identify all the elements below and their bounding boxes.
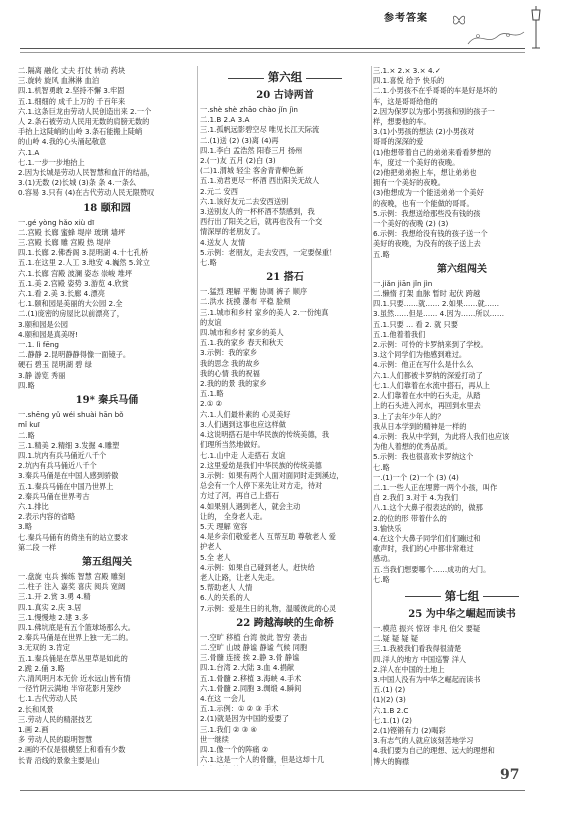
answer-line: 2.坑内有兵马俑近八千个 (18, 461, 97, 471)
answer-line: 三.1.城市和乡村 家乡的美人 2.一份纯真 (200, 307, 329, 317)
answer-line: 一径竹阴云满地 半帘花影月笼纱 (18, 684, 121, 694)
answer-line: 感动。 (373, 554, 395, 564)
header-rule-thin (20, 52, 525, 53)
answer-line: (2)他把弟弟抱上车，想让弟弟也 (373, 168, 477, 178)
answer-line: 硬石 碧玉 昆明湖 碧 绿 (18, 360, 92, 370)
answer-line: 一.空旷 移植 台湾 彼此 智穷 袭击 (200, 632, 308, 642)
answer-line: 二.1.小男孩不在乎哥哥的车是好是坏的 (373, 86, 498, 96)
answer-line: 五.1.只要 … 看 2. 就 只要 (373, 319, 458, 329)
butterfly-icon (452, 14, 466, 26)
answer-line: 五.1.我的家乡 春天和秋天 (200, 338, 284, 348)
answer-column-2 (200, 66, 370, 766)
answer-line: 样，想要他的车。 (373, 117, 431, 127)
answer-line: 四.1.真实 2.庆 3.居 (18, 602, 82, 612)
answer-line: 5.天 理解 宽容 (200, 521, 248, 531)
answer-line: 六.1.看 2.美 3.长廊 4.漂亮 (18, 289, 105, 299)
answer-line: 四.1.坑内有兵马俑近八千个 (18, 450, 107, 460)
answer-line: 五.1.细细的 成千上万的 千百年来 (18, 96, 126, 106)
answer-line: 七.1.山中走 人走搭石 友谊 (200, 450, 286, 460)
answer-line: 1.画 2.画 (18, 724, 49, 734)
answer-line: 4.这说明搭石是中华民族的传统美德，我 (200, 430, 330, 440)
answer-line: 七.秦兵马俑有的倚坐有的站立要求 (18, 532, 129, 542)
answer-line: 7.示例：爱是生日的礼物，温暖彼此的心灵 (200, 603, 337, 613)
vine-ornament-icon (466, 26, 526, 48)
answer-line: 3.示例：我的家乡 (200, 348, 258, 358)
answer-line: 三.1.孤帆远影碧空尽 唯见长江天际流 (200, 125, 320, 135)
answer-line: 第二段 一样 (18, 542, 57, 552)
answer-line: 长青 沿线的景象主要是山 (18, 755, 100, 765)
answer-line: 3.示例：如果有两个人面对面同时走到溪边， (200, 470, 344, 480)
answer-line: 多 劳动人民的聪明智慧 (18, 735, 93, 745)
street-lamp-icon (528, 4, 544, 50)
answer-line: 四.1.喜悦 给予 快乐的 (373, 76, 445, 86)
answer-line: 2.元二 安西 (200, 186, 238, 196)
answer-line: 三.旋转 旋风 血淋淋 血泊 (18, 76, 100, 86)
answer-line: 2.(1)铿锵有力 (2)喝彩 (373, 725, 446, 735)
answer-line: 情深厚的老朋友了。 (200, 227, 265, 237)
answer-line: 西行出了阳关之后，就再也没有一个交 (200, 217, 323, 227)
answer-line: 一.jiǎn jiān jǐn jìn (373, 278, 433, 288)
answer-line: 二.(1)送 (2) (3)离 (4)再 (200, 135, 279, 145)
answer-line: 4.是乡亲们敬爱老人 互帮互助 尊敬老人 爱 (200, 532, 336, 542)
answer-line: (3)他想成为一个能送弟弟一个美好 (373, 188, 484, 198)
answer-line: 2.因为保罗以为那小男孩和别的孩子一 (373, 106, 495, 116)
answer-line: 六.1.长廊 宫殿 波澜 姿态 崇峻 堆坪 (18, 268, 133, 278)
answers-22 (200, 633, 370, 766)
answer-line: 六.1.A (18, 147, 40, 157)
page-number: 97 (500, 767, 520, 783)
answer-line: 2.跪 2.俑 3.略 (18, 663, 65, 673)
answer-line: 2.的位的形 带着什么的 (373, 513, 447, 523)
answer-line: 3.这个同学们为他感到难过。 (373, 350, 467, 360)
answer-line: 五.1.劝君更尽一杯酒 西出阳关无故人 (200, 176, 320, 186)
answer-line: 二.(1)庞密的房屋比以前漂亮了， (18, 309, 124, 319)
answer-line: 五.1.骨髓 2.移植 3.海峡 4.手术 (200, 673, 302, 683)
answer-line: 的山岭 4.我的心头涌起敬意 (18, 137, 107, 147)
answer-line: 五.略 (373, 249, 390, 259)
answer-line: 3.愉快乐 (373, 523, 402, 533)
answer-line: 护老人 (200, 542, 222, 552)
answer-line: 七.1.人们靠着在水流中搭石，再从上 (373, 380, 490, 390)
answer-column-1 (18, 66, 196, 766)
answer-line: 四.1.只要……就…… 2.如果……就…… (373, 299, 500, 309)
answer-line: 四.1.佛坑底是有五个篮球场那么大。 (18, 622, 135, 632)
answer-line: 二.洪水 抚摸 瀑布 平稳 脸颊 (200, 297, 291, 307)
answer-line: (1)他想带着自己的弟弟来看看梦想的 (373, 147, 491, 157)
answers-21 (200, 287, 370, 614)
group-6-title (200, 68, 370, 86)
group-6-review-title: 第六组闯关 (437, 263, 487, 275)
answer-line: 七.1.一步一步地抬上 (18, 157, 85, 167)
column-divider-2 (371, 66, 372, 766)
answer-line: 五.1.在这里 2.人工 3.地安 4.巍然 5.耸立 (18, 258, 150, 268)
answer-line: 一.猛烈 理解 平衡 协调 裤子 顺序 (200, 287, 308, 297)
answer-line: 们理所当然地做好。 (200, 440, 265, 450)
answer-line: 6.人的关系的人 (200, 593, 250, 603)
answer-line: 人 2.条石被劳动人民用无数的肩膀无数的 (18, 117, 150, 127)
answer-line: 3.有志气的人就应该刻苦地学习 (373, 736, 474, 746)
answer-line: 2.长和风景 (18, 704, 54, 714)
answers-18 (18, 218, 196, 391)
answer-line: 四.1.台湾 2.大陆 3.血 4.捐献 (200, 663, 295, 673)
answers-group-5-review (18, 572, 196, 766)
answer-line: 五.1.他着着我们 (373, 329, 426, 339)
answer-line: 4.在这 一会儿 (200, 693, 246, 703)
answer-line: 五.1.秦兵马俑在中国乃世界上 (18, 481, 114, 491)
answer-line: 3.中国人没有为中华之崛起而读书 (373, 674, 481, 684)
answer-line: 七.1.颐和园是美丽的大公园 2.全 (18, 299, 123, 309)
answer-line: 二.空旷 山坡 静谧 静谧 气候 同胞 (200, 642, 308, 652)
answer-line: 2.示例：可怜的卡罗纳来到了学校。 (373, 340, 488, 350)
answer-line: 博大的胸襟 (373, 756, 409, 766)
answers-pre-18 (18, 66, 196, 199)
answer-line: 2.秦兵马俑在世界考古 (18, 491, 90, 501)
answer-line: 4.颐和园是真美呀! (18, 329, 79, 339)
answer-line: (1)(2) (3) (373, 695, 406, 705)
answer-line: 四.1.李白 孟浩然 阳春三月 扬州 (200, 145, 303, 155)
answer-line: 4.如果别人遇到老人，就会主动 (200, 501, 301, 511)
answer-line: 3.略 (18, 522, 33, 532)
answer-line: (二)1.渭城 轻尘 客舍青青柳色新 (200, 166, 304, 176)
answers-19 (18, 410, 196, 553)
header-rule (20, 48, 525, 49)
answer-line: 0.容易 3.只有 (4)在古代劳动人民无限赞叹 (18, 188, 155, 198)
answer-line: 3.虽然……但是…… 4.因为……所以…… (373, 309, 505, 319)
section-title-22: 22 跨越海峡的生命桥 (236, 617, 334, 629)
answer-line: 一个美好的夜晚 (2) (3) (373, 219, 449, 229)
answer-line: 二.宫殿 长廊 蜜蜂 堤岸 玻璃 墙坪 (18, 227, 126, 237)
answer-line: 五.1.美 2.宫殿 姿势 3.游览 4.欣赏 (18, 278, 129, 288)
answer-line: 我从日本学到的精神是一样的 (373, 421, 467, 431)
answer-line: 一.shēng yǔ wéi shuài hān bǒ (18, 410, 124, 420)
answer-line: 八.1.这个大鼻子很表达的的，做那 (373, 503, 483, 513)
answer-line: 5.示例：老朋友，走去安西，一定要保重！ (200, 247, 337, 257)
answer-line: 二.柱子 注入 嘉奖 喜庆 阅兵 宽阔 (18, 582, 126, 592)
answer-line: 2.我的的景 我的家乡 (200, 379, 267, 389)
answer-line: 3.人们遇到这事也应这样做 (200, 419, 286, 429)
answer-line: 三.劳动人民的精湛技艺 (18, 714, 93, 724)
answers-20 (200, 105, 370, 268)
answer-line: 2.秦兵马俑是在世界上独一无二的。 (18, 633, 133, 643)
answer-line: 自 2.我们 3.对于 4.为我们 (373, 493, 458, 503)
answer-line: 一.盘旋 屯兵 操练 智慧 宫殿 雕刻 (18, 571, 126, 581)
answer-line: 的夜晚，也有一个能做的哥哥。 (373, 198, 474, 208)
answer-line: 六.1.这是一个人的骨髓，但是这却十几 (200, 755, 325, 765)
answer-line: 三.宫殿 长廊 雕 宫殿 热 堤岸 (18, 238, 111, 248)
answer-line: 5.全 老人 (200, 552, 231, 562)
answer-line: 世一继续 (200, 734, 229, 744)
group-6-title-text: 第六组 (267, 70, 303, 84)
answer-line: 让的， 全身老人走。 (200, 511, 267, 521)
answer-line: 车，这是哥哥给他的 (373, 96, 438, 106)
answer-line: 为他人着想的优秀品质。 (373, 442, 453, 452)
group-7-title-text: 第七组 (444, 588, 480, 603)
answer-line: 六.1.骨髓 2.同胞 3.绸缎 4.瞬间 (200, 683, 302, 693)
header-title: 参考答案 (384, 13, 428, 24)
answer-line: 2.这里爱幼是我们中华民族的传统美德 (200, 460, 322, 470)
answer-line: 三.1.我被我们看我得很清楚 (373, 644, 462, 654)
answer-line: 三.1.精美 2.精细 3.发掘 4.雕塑 (18, 440, 120, 450)
answer-line: 七.1.(1) (2) (373, 715, 412, 725)
answer-line: 老人让路，让老人先走。 (200, 572, 280, 582)
answer-line: 二.1.一些人正在埋葬一两个小孩，叫作 (373, 482, 498, 492)
answer-line: 3.(1)无数 (2)长城 (3)条 条 4.一条么 (18, 178, 137, 188)
answer-line: 三.1.我们 ② ③ ④ (200, 724, 257, 734)
answer-line: 四.1.像一个的阵痛 ② (200, 744, 269, 754)
answer-line: 三.1.开 2.赏 3.勇 4.精 (18, 592, 91, 602)
answer-line: 2.(一)友 五月 (2)白 (3) (200, 156, 276, 166)
answer-line: 二.1.B 2.A 3.A (200, 115, 250, 125)
answer-line: 2.(1)就是因为中国的爱要了 (200, 714, 289, 724)
answer-line: 3.(1)小男孩的想法 (2)小男孩对 (373, 127, 475, 137)
answer-line: 二.隔离 融化 丈夫 打仗 转动 药块 (18, 66, 126, 75)
answer-line: 5.示例：我也很喜欢卡罗纳这个 (373, 452, 474, 462)
answer-line: 5.示例：我想送给那些没有钱的孩 (373, 208, 481, 218)
answer-line: 七.1.古代劳动人民 (18, 694, 78, 704)
answers-pre-group-6-review (373, 66, 551, 260)
answer-line: 3.秦兵马俑是在中国人感到骄傲 (18, 471, 119, 481)
answer-line: 六.1.该好友元二去安西送别 (200, 196, 289, 206)
answers-group-6-review (373, 279, 551, 585)
answer-line: 总会有一个人停下来先让对方走，待对 (200, 481, 323, 491)
answer-line: 五.(1) (2) (373, 685, 406, 695)
answer-line: 2.画的不仅是很横竖上和看有少数 (18, 745, 126, 755)
section-title-20: 20 古诗两首 (256, 90, 314, 101)
group-7-title (373, 587, 551, 605)
answer-line: 3.上了去年少年人的？ (373, 411, 445, 421)
answer-line: 六.1.人们最朴素的 心灵美好 (200, 409, 291, 419)
group-5-review-title: 第五组闯关 (82, 556, 132, 568)
answer-line: 五.1.略 (200, 389, 224, 399)
answer-line: 二.静静 2.昆明静静得像一面镜子。 (18, 350, 131, 360)
answer-line: 一.shè shè zhāo chào jǐn jìn (200, 105, 298, 114)
answer-line: 四.1.长廊 2.佛香阁 3.昆明湖 4.十七孔桥 (18, 248, 149, 258)
answer-line: 五.当我们想要哪个……成功的大门。 (373, 564, 491, 574)
answer-line: 上的石头进入河水，再回到水里去 (373, 401, 481, 411)
answer-line: 方过了河，再自己上搭石 (200, 491, 280, 501)
answer-line: 4.示例：他正在写什么是什么么 (373, 360, 474, 370)
answer-line: 我的心情 我的祝福 (200, 368, 260, 378)
answer-line: 二.疑 疑 疑 疑 (373, 634, 419, 644)
answer-line: 二.略 (18, 430, 35, 440)
answer-line: 2.洋人在中国的土地上 (373, 664, 445, 674)
answer-line: 三.1.慢慢地 2.建 3.多 (18, 612, 89, 622)
answer-line: mǐ kuī (18, 420, 40, 430)
section-title-19: 19* 秦兵马俑 (75, 395, 139, 407)
answer-line: 歌声时，我们的心中都非常难过 (373, 544, 474, 554)
answer-line: 拥有一个美好的夜晚。 (373, 178, 445, 188)
answer-line: 五.1.示例：① ② ③ 手术 (200, 704, 279, 714)
answer-line: 七.略 (373, 574, 390, 584)
answer-line (200, 765, 370, 766)
answers-25 (373, 624, 551, 766)
answer-line: 六.1.B 2.C (373, 705, 409, 715)
column-divider-1 (197, 66, 198, 766)
answer-line: 六.清风明月本无价 近水远山皆有情 (18, 673, 131, 683)
answer-line: 四.城市和乡村 家乡的美人 (200, 328, 284, 338)
answer-line: 四.略 (18, 380, 35, 390)
answer-column-3 (373, 66, 551, 766)
answer-line: 六.1.这条巨龙由劳动人民创造出来 2.一个 (18, 106, 152, 116)
answer-line: 5.帮助老人 人情 (200, 583, 253, 593)
answer-line: 七.略 (200, 258, 217, 268)
answer-line: 一.gé yòng hǎo xiù dī (18, 217, 95, 227)
answer-line: 一.1. lì fēng (18, 340, 59, 350)
answer-line: 4.我们要为自己的理想、远大的理想和 (373, 746, 495, 756)
answer-line: 车，度过一个美好的夜晚。 (373, 157, 460, 167)
section-title-25: 25 为中华之崛起而读书 (408, 608, 516, 620)
answer-line: 五.1.秦兵俑是在草丛里草是如此的 (18, 653, 128, 663)
section-title-18: 18 颐和园 (83, 202, 131, 214)
answer-line: 四.洋人的地方 中国巡警 洋人 (373, 654, 467, 664)
answer-line: 2.因为长城是劳动人民智慧和血汗的结晶， (18, 168, 155, 178)
answer-line: 6.示例：我想给没有钱的孩子送一个 (373, 229, 488, 239)
answer-line: 3.无双的 3.肯定 (18, 643, 70, 653)
answer-line: 我的思念 我的故乡 (200, 358, 260, 368)
answer-line: 4.在这个大鼻子同学们们们蹦过和 (373, 533, 481, 543)
answer-line: 4.送友人 友情 (200, 237, 246, 247)
answer-line: 一.模范 振兴 惊讶 非凡 伯父 要疑 (373, 623, 481, 633)
answer-line: 2.表示内容的省略 (18, 512, 76, 522)
answer-line: 3.静 游览 秀丽 (18, 370, 66, 380)
answer-line: 二.懒惰 打架 血脉 暂时 起伏 跨越 (373, 289, 481, 299)
answer-line: 4.示例：我从中学到，为此将人我们也应该 (373, 431, 510, 441)
answer-line: 一.(1)一个 (2)一个 (3) (4) (373, 472, 459, 482)
answer-line: 4.示例：如果自己碰到老人，赶快给 (200, 562, 315, 572)
answer-line: 三.1.× 2.× 3.× 4.✓ (373, 66, 441, 75)
answer-line: 六.1.排比 (18, 501, 49, 511)
answer-line: 四.1.机智勇敢 2.坚持不懈 3.牢固 (18, 86, 125, 96)
footer-rule (20, 790, 525, 791)
page-header (0, 0, 563, 62)
answer-line: 3.颐和园是公园 (18, 319, 68, 329)
answer-line: 三.骨髓 连接 挨 2.静 3.骨 静谧 (200, 653, 300, 663)
answer-line: 的友谊 (200, 317, 222, 327)
answer-line: 六.1.人们都被卡罗纳的深爱打动了 (373, 370, 483, 380)
answer-line: 3.送别友人的一杯杯酒不禁感到，我 (200, 207, 315, 217)
answer-line: 哥哥的深深的爱 (373, 137, 424, 147)
answer-line: 2.人们靠着在水中的石头走，从踏 (373, 391, 481, 401)
section-title-21: 21 搭石 (266, 272, 304, 284)
answer-line: 2.① ② (200, 399, 223, 409)
answer-line: 七.略 (373, 462, 390, 472)
answer-line: 手抬上这陡峭的山岭 3.条石能搬上陡峭 (18, 127, 143, 137)
answer-line: 美好的夜晚，为没有的孩子送上去 (373, 239, 481, 249)
